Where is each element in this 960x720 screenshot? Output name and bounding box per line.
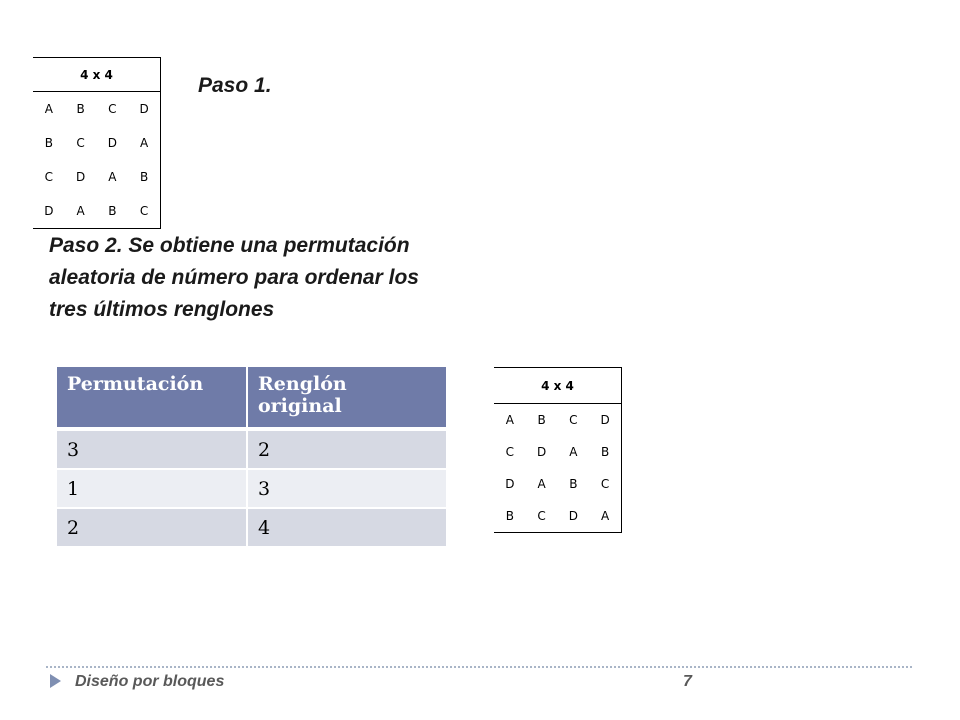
permutation-table bbox=[57, 367, 446, 546]
original-row-cell: 4 bbox=[248, 507, 446, 546]
latin-square-initial bbox=[33, 57, 161, 229]
square-cell: D bbox=[505, 477, 515, 491]
table-row bbox=[494, 404, 622, 437]
permutation-cell: 2 bbox=[57, 507, 248, 546]
square-cell: A bbox=[537, 477, 546, 491]
square-cell: C bbox=[108, 102, 117, 116]
footer-title: Diseño por bloques bbox=[75, 673, 225, 690]
square-cell: C bbox=[128, 194, 160, 229]
square-cell: A bbox=[569, 445, 578, 459]
table-row bbox=[57, 507, 446, 546]
square-cell: D bbox=[558, 500, 590, 533]
step-1-heading: Paso 1. bbox=[198, 74, 272, 97]
square-cell: B bbox=[76, 102, 85, 116]
column-header-original-row: Renglón original bbox=[248, 367, 446, 429]
original-row-cell: 2 bbox=[248, 429, 446, 468]
square-header: 4 x 4 bbox=[33, 58, 161, 92]
square-cell: D bbox=[537, 445, 547, 459]
table-row bbox=[57, 429, 446, 468]
square-cell: D bbox=[76, 170, 86, 184]
square-cell: A bbox=[589, 500, 621, 533]
footer-bullet-arrow-icon bbox=[50, 674, 61, 688]
square-cell: C bbox=[569, 413, 578, 427]
permutation-cell: 1 bbox=[57, 468, 248, 507]
latin-square-permuted bbox=[494, 367, 622, 533]
square-cell: C bbox=[76, 136, 85, 150]
square-cell: C bbox=[44, 170, 54, 184]
table-row bbox=[33, 126, 161, 160]
square-cell: D bbox=[33, 194, 65, 229]
table-row bbox=[57, 468, 446, 507]
table-row bbox=[33, 194, 161, 229]
original-row-cell: 3 bbox=[248, 468, 446, 507]
square-cell: A bbox=[128, 126, 160, 160]
square-cell: C bbox=[505, 445, 515, 459]
square-header: 4 x 4 bbox=[494, 368, 622, 404]
square-cell: B bbox=[589, 436, 621, 468]
table-row bbox=[494, 436, 622, 468]
footer-divider bbox=[46, 666, 912, 668]
square-cell: B bbox=[537, 413, 546, 427]
table-row bbox=[33, 92, 161, 127]
permutation-cell: 3 bbox=[57, 429, 248, 468]
square-cell: B bbox=[128, 160, 160, 194]
square-cell: C bbox=[589, 468, 621, 500]
table-row bbox=[33, 160, 161, 194]
square-cell: B bbox=[97, 194, 129, 229]
square-cell: B bbox=[44, 136, 53, 150]
square-cell: C bbox=[526, 500, 558, 533]
square-cell: D bbox=[107, 136, 117, 150]
square-cell: A bbox=[108, 170, 117, 184]
square-cell: D bbox=[589, 404, 621, 437]
square-cell: B bbox=[494, 500, 526, 533]
square-cell: A bbox=[505, 413, 514, 427]
table-row bbox=[494, 468, 622, 500]
table-row bbox=[494, 500, 622, 533]
column-header-permutation: Permutación bbox=[57, 367, 248, 429]
page-number: 7 bbox=[683, 673, 692, 690]
square-cell: B bbox=[569, 477, 578, 491]
square-cell: A bbox=[44, 102, 53, 116]
step-2-text: Paso 2. Se obtiene una permutación aleatoria de número para ordenar los tres últimos renglones bbox=[49, 234, 419, 321]
square-cell: A bbox=[65, 194, 97, 229]
square-cell: D bbox=[128, 92, 160, 127]
